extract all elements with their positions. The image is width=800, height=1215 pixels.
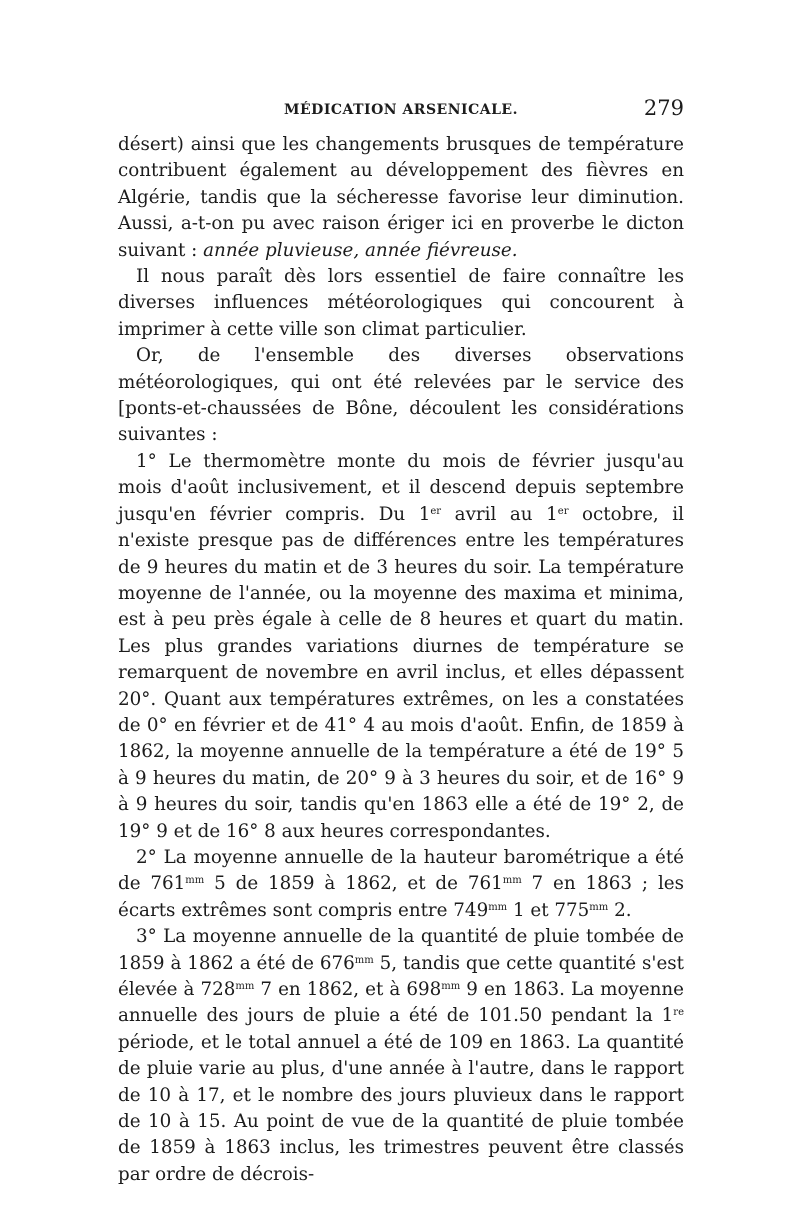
text-run: 9 en 1863. La moyenne annuelle des jours de pluie a été de 101.50 pendant la 1 [118,979,684,1027]
text-run: avril au 1 [441,503,558,525]
running-head [118,96,684,126]
text-run: 1° Le thermomètre monte du mois de février jusqu'au mois d'août inclusivement, et il descend depuis septembre jusqu'en février compris. Du 1 [118,450,684,525]
superscript: mm [488,901,508,913]
superscript: mm [441,981,461,992]
text-run: désert) ainsi que les changements brusques de température contribuent également au développement des fièvres en Algérie, tandis que la sécheresse favorise leur diminution. Aussi, a-t-on pu avec raison ériger ici en proverbe le dicton suivant : [118,134,684,261]
proverb: année pluvieuse, année fiévreuse. [203,239,518,261]
text-run: 5, tandis que cette quantité s'est élevée à 728 [118,952,684,1000]
text-run: octobre, il n'existe presque pas de différences entre les températures de 9 heures du matin et de 3 heures du soir. La température moyenne de l'année, ou la moyenne des maxima et minima, est à peu près égale à celle de 8 heures et quart du matin. Les plus grandes variations diurnes de température se remarquent de novembre en avril inclus, et elles dépassent 20°. Quant aux températures extrêmes, on les a constatées de 0° en février et de 41° 4 au mois d'août. Enfin, de 1859 à 1862, la moyenne annuelle de la température a été de 19° 5 à 9 heures du matin, de 20° 9 à 3 heures du soir, et de 16° 9 à 9 heures du soir, tandis qu'en 1863 elle a été de 19° 2, de 19° 9 et de 16° 8 aux heures correspondantes. [118,503,684,842]
paragraph-barometer [118,845,684,924]
text-run: période, et le total annuel a été de 109 en 1863. La quantité de pluie varie au plus, d'une année à l'autre, dans le rapport de 10 à 17, et le nombre des jours pluvieux dans le rapport de 10 à 15. Au point de vue de la quantité de pluie tombée de 1859 à 1863 inclus, les trimestres peuvent être classés par ordre de décrois- [118,1031,684,1185]
paragraph-observations [118,343,684,449]
paragraph-influences [118,264,684,343]
body-text [118,132,684,1188]
paragraph-continuation [118,132,684,264]
page-number: 279 [643,96,684,120]
book-page [118,96,684,1188]
running-title: MÉDICATION ARSENICALE. [284,102,518,118]
text-run: 2° La moyenne annuelle de la hauteur barométrique a été de 761 [118,846,684,895]
superscript: mm [354,954,374,966]
paragraph-thermometer [118,449,684,845]
text-run: 7 en 1863 ; les écarts extrêmes sont compris entre 749 [118,873,684,921]
superscript: mm [502,875,522,887]
superscript: re [673,1007,684,1019]
superscript: mm [185,875,205,887]
text-run: 1 et 775 [507,899,590,921]
superscript: mm [589,901,609,913]
text-run: 7 en 1862, et à 698 [254,979,442,1000]
paragraph-rainfall [118,924,684,1188]
superscript: er [430,505,442,517]
text-run: 3° La moyenne annuelle de la quantité de pluie tombée de 1859 à 1862 a été de 676 [118,926,684,974]
text-run: Il nous paraît dès lors essentiel de faire connaître les diverses influences météorologiques qui concourent à imprimer à cette ville son climat particulier. [118,266,684,340]
text-run: Or, de l'ensemble des diverses observations météorologiques, qui ont été relevées par le service des [ponts-et-chaussées de Bône, découlent les considérations suivantes : [118,345,684,446]
superscript: er [557,505,569,517]
text-run: 2. [608,899,632,921]
superscript: mm [235,981,255,992]
text-run: 5 de 1859 à 1862, et de 761 [204,873,503,895]
